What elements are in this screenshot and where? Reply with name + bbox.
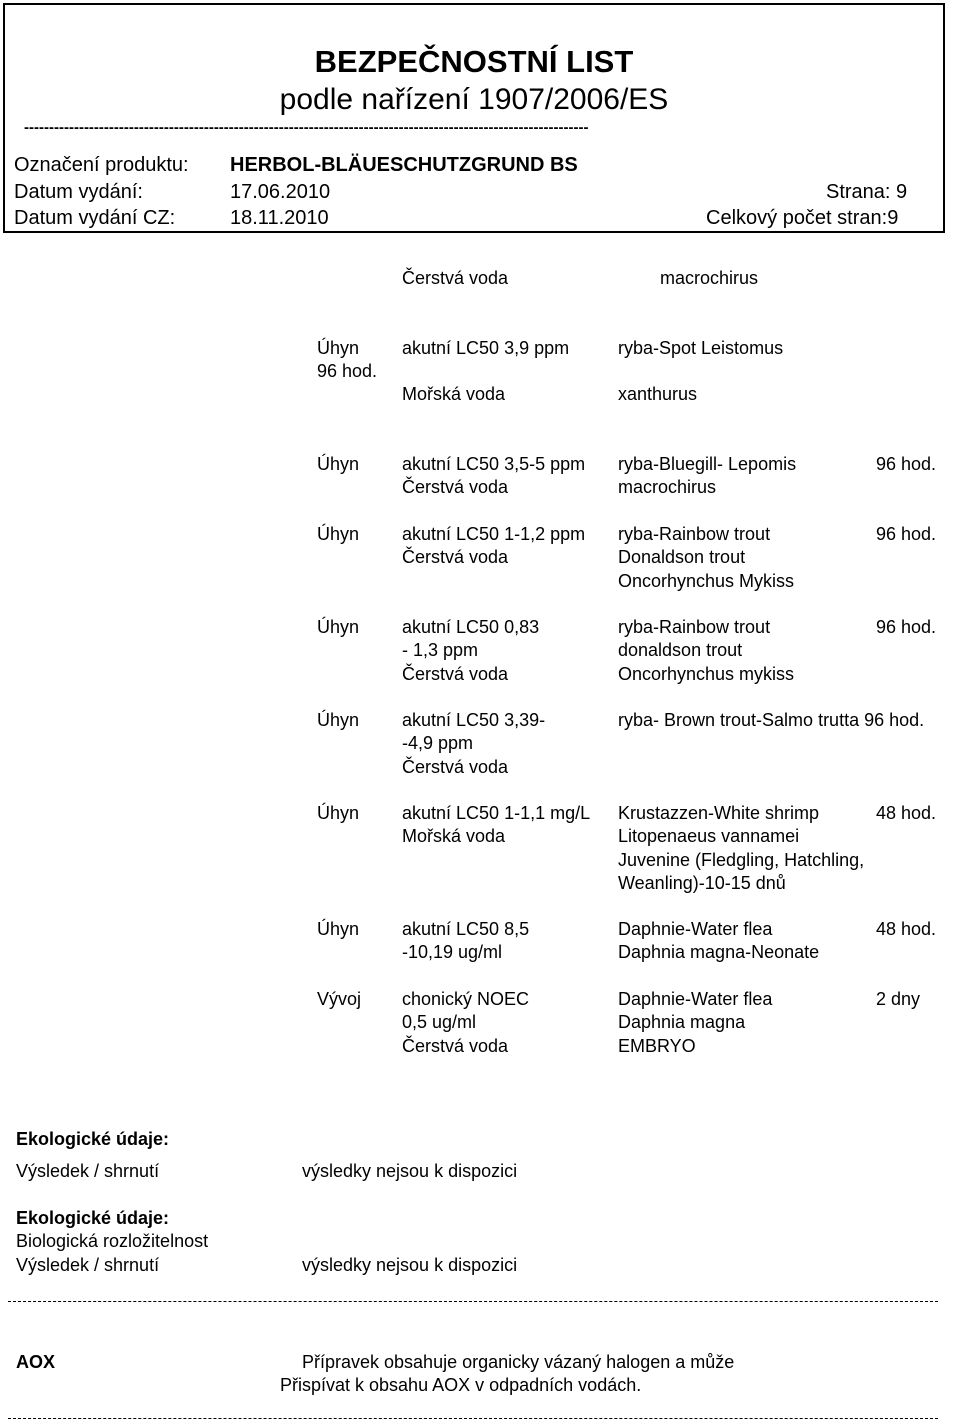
- test-text: -4,9 ppm: [402, 733, 474, 753]
- test-text: Čerstvá voda: [402, 664, 509, 684]
- species-text: Oncorhynchus Mykiss: [618, 571, 795, 591]
- test-text: chonický NOEC: [402, 989, 530, 1009]
- test-text: - 1,3 ppm: [402, 640, 479, 660]
- test-text: -10,19 ug/ml: [402, 942, 503, 962]
- issue-date: 17.06.2010: [230, 181, 331, 203]
- test-text: akutní LC50 0,83: [402, 617, 540, 637]
- product-name: HERBOL-BLÄUESCHUTZGRUND BS: [230, 154, 578, 176]
- medium-text: Čerstvá voda: [402, 268, 509, 288]
- test-text: Čerstvá voda: [402, 477, 509, 497]
- duration-text: 96 hod.: [876, 524, 937, 544]
- test-text: akutní LC50 3,39-: [402, 710, 546, 730]
- effect-text: Vývoj: [317, 989, 362, 1009]
- product-label: Označení produktu:: [14, 154, 189, 176]
- species-text: Daphnie-Water flea: [618, 919, 773, 939]
- species-text: ryba-Rainbow trout: [618, 524, 771, 544]
- result-value: výsledky nejsou k dispozici: [302, 1255, 518, 1275]
- species-text: ryba-Spot Leistomus: [618, 338, 784, 358]
- species-text: EMBRYO: [618, 1036, 696, 1056]
- test-text: akutní LC50 8,5: [402, 919, 530, 939]
- duration-text: 96 hod.: [876, 617, 937, 637]
- issue-date-cz-label: Datum vydání CZ:: [14, 207, 176, 229]
- duration-text: 48 hod.: [876, 919, 937, 939]
- test-text: akutní LC50 3,5-5 ppm: [402, 454, 586, 474]
- document-title: BEZPEČNOSTNÍ LIST: [314, 44, 634, 79]
- test-text: akutní LC50 1-1,2 ppm: [402, 524, 586, 544]
- effect-text: Úhyn: [317, 919, 360, 939]
- issue-date-label: Datum vydání:: [14, 181, 143, 203]
- species-text: Oncorhynchus mykiss: [618, 664, 795, 684]
- effect-text: Úhyn: [317, 803, 360, 823]
- test-text: akutní LC50 1-1,1 mg/L: [402, 803, 591, 823]
- eco-heading: Ekologické údaje:: [16, 1208, 170, 1228]
- test-text: 0,5 ug/ml: [402, 1012, 477, 1032]
- test-text: Čerstvá voda: [402, 757, 509, 777]
- document-header: [3, 3, 945, 233]
- total-pages: Celkový počet stran:9: [706, 207, 899, 229]
- duration-text: 96 hod.: [876, 454, 937, 474]
- duration-text: 48 hod.: [876, 803, 937, 823]
- species-text: ryba-Bluegill- Lepomis: [618, 454, 797, 474]
- species-text: Donaldson trout: [618, 547, 746, 567]
- test-text: Čerstvá voda: [402, 1036, 509, 1056]
- header-divider: -----------------------------------------------------------------------------------------------------------------: [24, 120, 589, 135]
- species-text: Daphnie-Water flea: [618, 989, 773, 1009]
- effect-text: Úhyn: [317, 524, 360, 544]
- medium-text: Mořská voda: [402, 384, 506, 404]
- species-text: ryba-Rainbow trout: [618, 617, 771, 637]
- species-text: Daphnia magna-Neonate: [618, 942, 820, 962]
- effect-text: Úhyn: [317, 338, 360, 358]
- effect-text: Úhyn: [317, 454, 360, 474]
- result-value: výsledky nejsou k dispozici: [302, 1161, 518, 1181]
- result-label: Výsledek / shrnutí: [16, 1255, 160, 1275]
- species-text: Litopenaeus vannamei: [618, 826, 800, 846]
- regulation-subtitle: podle nařízení 1907/2006/ES: [279, 83, 669, 116]
- test-text: Mořská voda: [402, 826, 506, 846]
- species-text: Krustazzen-White shrimp: [618, 803, 820, 823]
- species-text: Juvenine (Fledgling, Hatchling,: [618, 850, 865, 870]
- test-text: akutní LC50 3,9 ppm: [402, 338, 570, 358]
- duration-text: 2 dny: [876, 989, 921, 1009]
- aox-text: Přípravek obsahuje organicky vázaný halogen a může: [302, 1352, 735, 1372]
- test-text: Čerstvá voda: [402, 547, 509, 567]
- eco-heading: Ekologické údaje:: [16, 1129, 170, 1149]
- aox-label: AOX: [16, 1352, 56, 1372]
- result-label: Výsledek / shrnutí: [16, 1161, 160, 1181]
- section-divider: [8, 1301, 938, 1302]
- biodegradability-label: Biologická rozložitelnost: [16, 1231, 209, 1251]
- species-text: Daphnia magna: [618, 1012, 746, 1032]
- issue-date-cz: 18.11.2010: [230, 207, 329, 229]
- species-text: macrochirus: [618, 477, 717, 497]
- species-text: donaldson trout: [618, 640, 743, 660]
- species-text: xanthurus: [618, 384, 698, 404]
- duration-text: 96 hod.: [317, 361, 378, 381]
- species-text: ryba- Brown trout-Salmo trutta 96 hod.: [618, 710, 925, 730]
- aox-text: Přispívat k obsahu AOX v odpadních vodách.: [280, 1375, 642, 1395]
- page-number: Strana: 9: [826, 181, 908, 203]
- species-text: macrochirus: [660, 268, 759, 288]
- page-footer-divider: [8, 1418, 938, 1419]
- effect-text: Úhyn: [317, 617, 360, 637]
- effect-text: Úhyn: [317, 710, 360, 730]
- species-text: Weanling)-10-15 dnů: [618, 873, 786, 893]
